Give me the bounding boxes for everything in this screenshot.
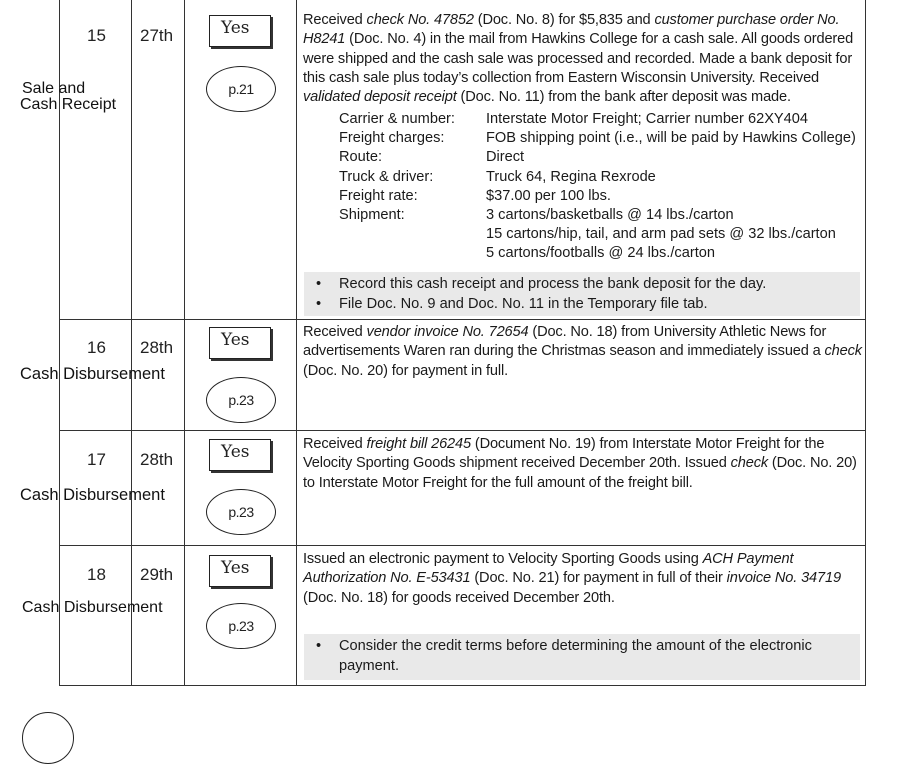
shipment-line: 5 cartons/footballs @ 24 lbs./carton (486, 245, 715, 262)
rate-value: $37.00 per 100 lbs. (486, 187, 611, 204)
table-border-right (865, 0, 866, 686)
column-divider-check (296, 0, 297, 686)
truck-value: Truck 64, Regina Rexrode (486, 168, 656, 185)
transaction-description: Issued an electronic payment to Velocity Sporting Goods using ACH Payment Authorization No. E-53431 (Doc. No. 21) for payment in full of their invoice No. 34719 (Doc. No. 18) for goods received December 20th. (303, 551, 841, 606)
row-category: Cash Disbursement (20, 365, 165, 383)
instruction-bullet: • File Doc. No. 9 and Doc. No. 11 in the Temporary file tab. (316, 296, 708, 312)
page-reference: p.23 (206, 489, 276, 535)
row-category: Cash Disbursement (20, 486, 165, 504)
page-reference: p.23 (206, 377, 276, 423)
freight-label: Freight charges: (339, 130, 445, 147)
yes-box: Yes (209, 15, 271, 47)
yes-box: Yes (209, 439, 271, 471)
column-divider-number (131, 0, 132, 686)
yes-box: Yes (209, 327, 271, 359)
yes-box: Yes (209, 555, 271, 587)
page-reference: p.21 (206, 66, 276, 112)
row-number: 17 (87, 450, 106, 469)
row-category-line2: Cash Receipt (20, 96, 117, 113)
row-number: 16 (87, 338, 106, 357)
instruction-bullet: • Consider the credit terms before determining the amount of the electronic payment. (316, 638, 812, 674)
truck-label: Truck & driver: (339, 168, 434, 185)
row-day: 29th (140, 565, 174, 584)
transaction-description: Received check No. 47852 (Doc. No. 8) for $5,835 and customer purchase order No. H8241 (Doc. No. 4) in the mail from Hawkins College for a cash sale. All goods ordered were shipped and the cash sale was processed and recorded. Made a bank deposit for this cash sale plus today’s collection from Eastern Wisconsin University. Received validated deposit receipt (Doc. No. 11) from the bank after deposit was made. (303, 12, 854, 106)
row-day: 28th (140, 450, 174, 469)
instruction-box (304, 272, 860, 316)
table-border-bottom (59, 685, 866, 686)
page-reference: p.23 (206, 603, 276, 649)
shipment-line: 3 cartons/basketballs @ 14 lbs./carton (486, 206, 734, 223)
transaction-description: Received freight bill 26245 (Document No. 19) from Interstate Motor Freight for the Velocity Sporting Goods shipment received December 20th. Issued check (Doc. No. 20) to Interstate Motor Freight for the full amount of the freight bill. (303, 436, 857, 491)
transaction-description: Received vendor invoice No. 72654 (Doc. No. 18) from University Athletic News for advertisements Waren ran during the Christmas season and immediately issued a check (Doc. No. 20) for payment in full. (303, 324, 862, 379)
row-category-line1: Sale and (22, 80, 86, 97)
step-marker-circle (22, 712, 74, 764)
instruction-box (304, 634, 860, 680)
row-divider (59, 319, 866, 320)
row-number: 15 (87, 26, 106, 45)
row-divider (59, 545, 866, 546)
route-label: Route: (339, 149, 382, 166)
row-divider (59, 430, 866, 431)
shipment-line: 15 cartons/hip, tail, and arm pad sets @ 32 lbs./carton (486, 226, 836, 243)
shipment-label: Shipment: (339, 206, 405, 223)
row-day: 28th (140, 338, 174, 357)
row-number: 18 (87, 565, 106, 584)
carrier-label: Carrier & number: (339, 111, 455, 127)
row-day: 27th (140, 26, 174, 45)
rate-label: Freight rate: (339, 187, 418, 204)
carrier-value: Interstate Motor Freight; Carrier number 62XY404 (486, 111, 809, 127)
freight-value: FOB shipping point (i.e., will be paid by Hawkins College) (486, 130, 856, 147)
row-category: Cash Disbursement (22, 599, 163, 616)
column-divider-day (184, 0, 185, 686)
instruction-bullet: • Record this cash receipt and process the bank deposit for the day. (316, 276, 767, 292)
route-value: Direct (486, 149, 525, 166)
